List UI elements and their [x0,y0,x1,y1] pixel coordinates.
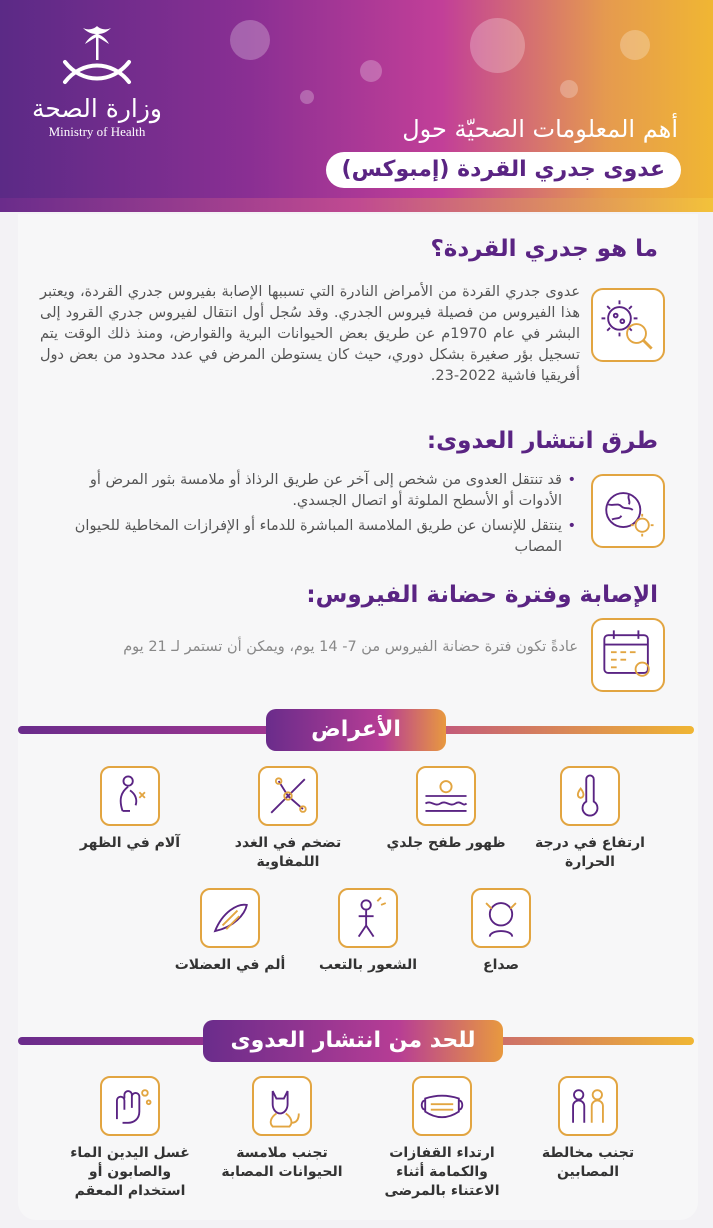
symptom-label: تضخم في الغدد اللمفاوية [234,835,342,870]
logo-english-text: Ministry of Health [48,124,146,139]
page-title-line1: أهم المعلومات الصحيّة حول [402,115,678,143]
lymph-nodes-icon [258,766,318,826]
virus-decoration [360,60,382,82]
prevention-label: غسل اليدين الماء والصابون أو استخدام المعقم [70,1145,190,1199]
symptom-tile [220,766,356,872]
header-banner [0,0,713,212]
virus-decoration [620,30,650,60]
prevention-label: تجنب مخالطة المصابين [541,1145,635,1180]
mask-icon [412,1076,472,1136]
symptom-tile [378,766,514,853]
symptom-label: صداع [483,957,519,973]
virus-decoration [230,20,270,60]
prevention-tile [374,1076,510,1201]
symptom-tile [433,888,569,975]
symptom-tile [62,766,198,853]
back-pain-icon [100,766,160,826]
virus-decoration [470,18,525,73]
header-divider [0,198,713,212]
symptom-tile [162,888,298,975]
symptom-label: آلام في الظهر [79,835,181,851]
thermometer-icon [560,766,620,826]
virus-decoration [560,80,578,98]
section-body-what: عدوى جدري القردة من الأمراض النادرة التي تسببها الإصابة بفيروس جدري القردة، ويعتبر هذا الفيروس من فصيلة فيروس الجدري. وقد سُجل أول انتقال لفيروس جدري القرود إلى البشر في عام 1970م عن طريق بعض الحيوانات البرية والقوارض، ومنذ ذلك الوقت يتم تسجيل بؤر صغيرة بشكل دوري، حيث كان يستوطن المرض في عدد محدود من بعض دول أفريقيا فاشية 2022-23. [40,284,580,384]
headache-icon [471,888,531,948]
symptom-tile [522,766,658,872]
virus-magnifier-icon [591,288,665,362]
hand-wash-icon [100,1076,160,1136]
skin-rash-icon [416,766,476,826]
prevention-tile [214,1076,350,1182]
symptom-label: ظهور طفح جلدي [386,835,506,851]
symptom-tile [300,888,436,975]
section-heading-spread: طرق انتشار العدوى: [426,428,658,454]
symptom-label: ألم في العضلات [174,957,286,973]
section-body-incubation: عادةً تكون فترة حضانة الفيروس من 7- 14 يوم، ويمكن أن تستمر لـ 21 يوم [123,639,578,655]
prevention-label: تجنب ملامسة الحيوانات المصابة [221,1145,343,1180]
muscle-pain-icon [200,888,260,948]
spread-bullet-item: • ينتقل للإنسان عن طريق الملامسة المباشرة للدماء أو الإفرازات المخاطية للحيوان المصاب [44,516,576,558]
prevention-heading: للحد من انتشار العدوى [203,1020,503,1062]
palm-swords-emblem-icon [47,22,147,92]
fatigue-icon [338,888,398,948]
virus-decoration [300,90,314,104]
logo-arabic-text: وزارة الصحة [32,94,162,123]
spread-bullet-item: • قد تنتقل العدوى من شخص إلى آخر عن طريق الرذاذ أو ملامسة بثور المرض أو الأدوات أو الأسطح الملوثة أو اتصال الجسدي. [44,470,576,512]
symptoms-heading: الأعراض [266,709,446,751]
prevention-tile [520,1076,656,1182]
symptom-label: ارتفاع في درجة الحرارة [535,835,645,870]
symptom-label: الشعور بالتعب [318,957,418,973]
section-heading-what: ما هو جدري القردة؟ [430,236,658,262]
page-title-line2: عدوى جدري القردة (إمبوكس) [326,152,681,188]
section-heading-incubation: الإصابة وفترة حضانة الفيروس: [306,582,658,608]
calendar-virus-icon [591,618,665,692]
cat-icon [252,1076,312,1136]
avoid-contact-icon [558,1076,618,1136]
globe-virus-icon [591,474,665,548]
prevention-label: ارتداء القفازات والكمامة أثناء الاعتناء بالمرضى [384,1145,500,1199]
spread-bullet-list [44,470,576,562]
ministry-logo [22,22,172,147]
prevention-tile [62,1076,198,1201]
